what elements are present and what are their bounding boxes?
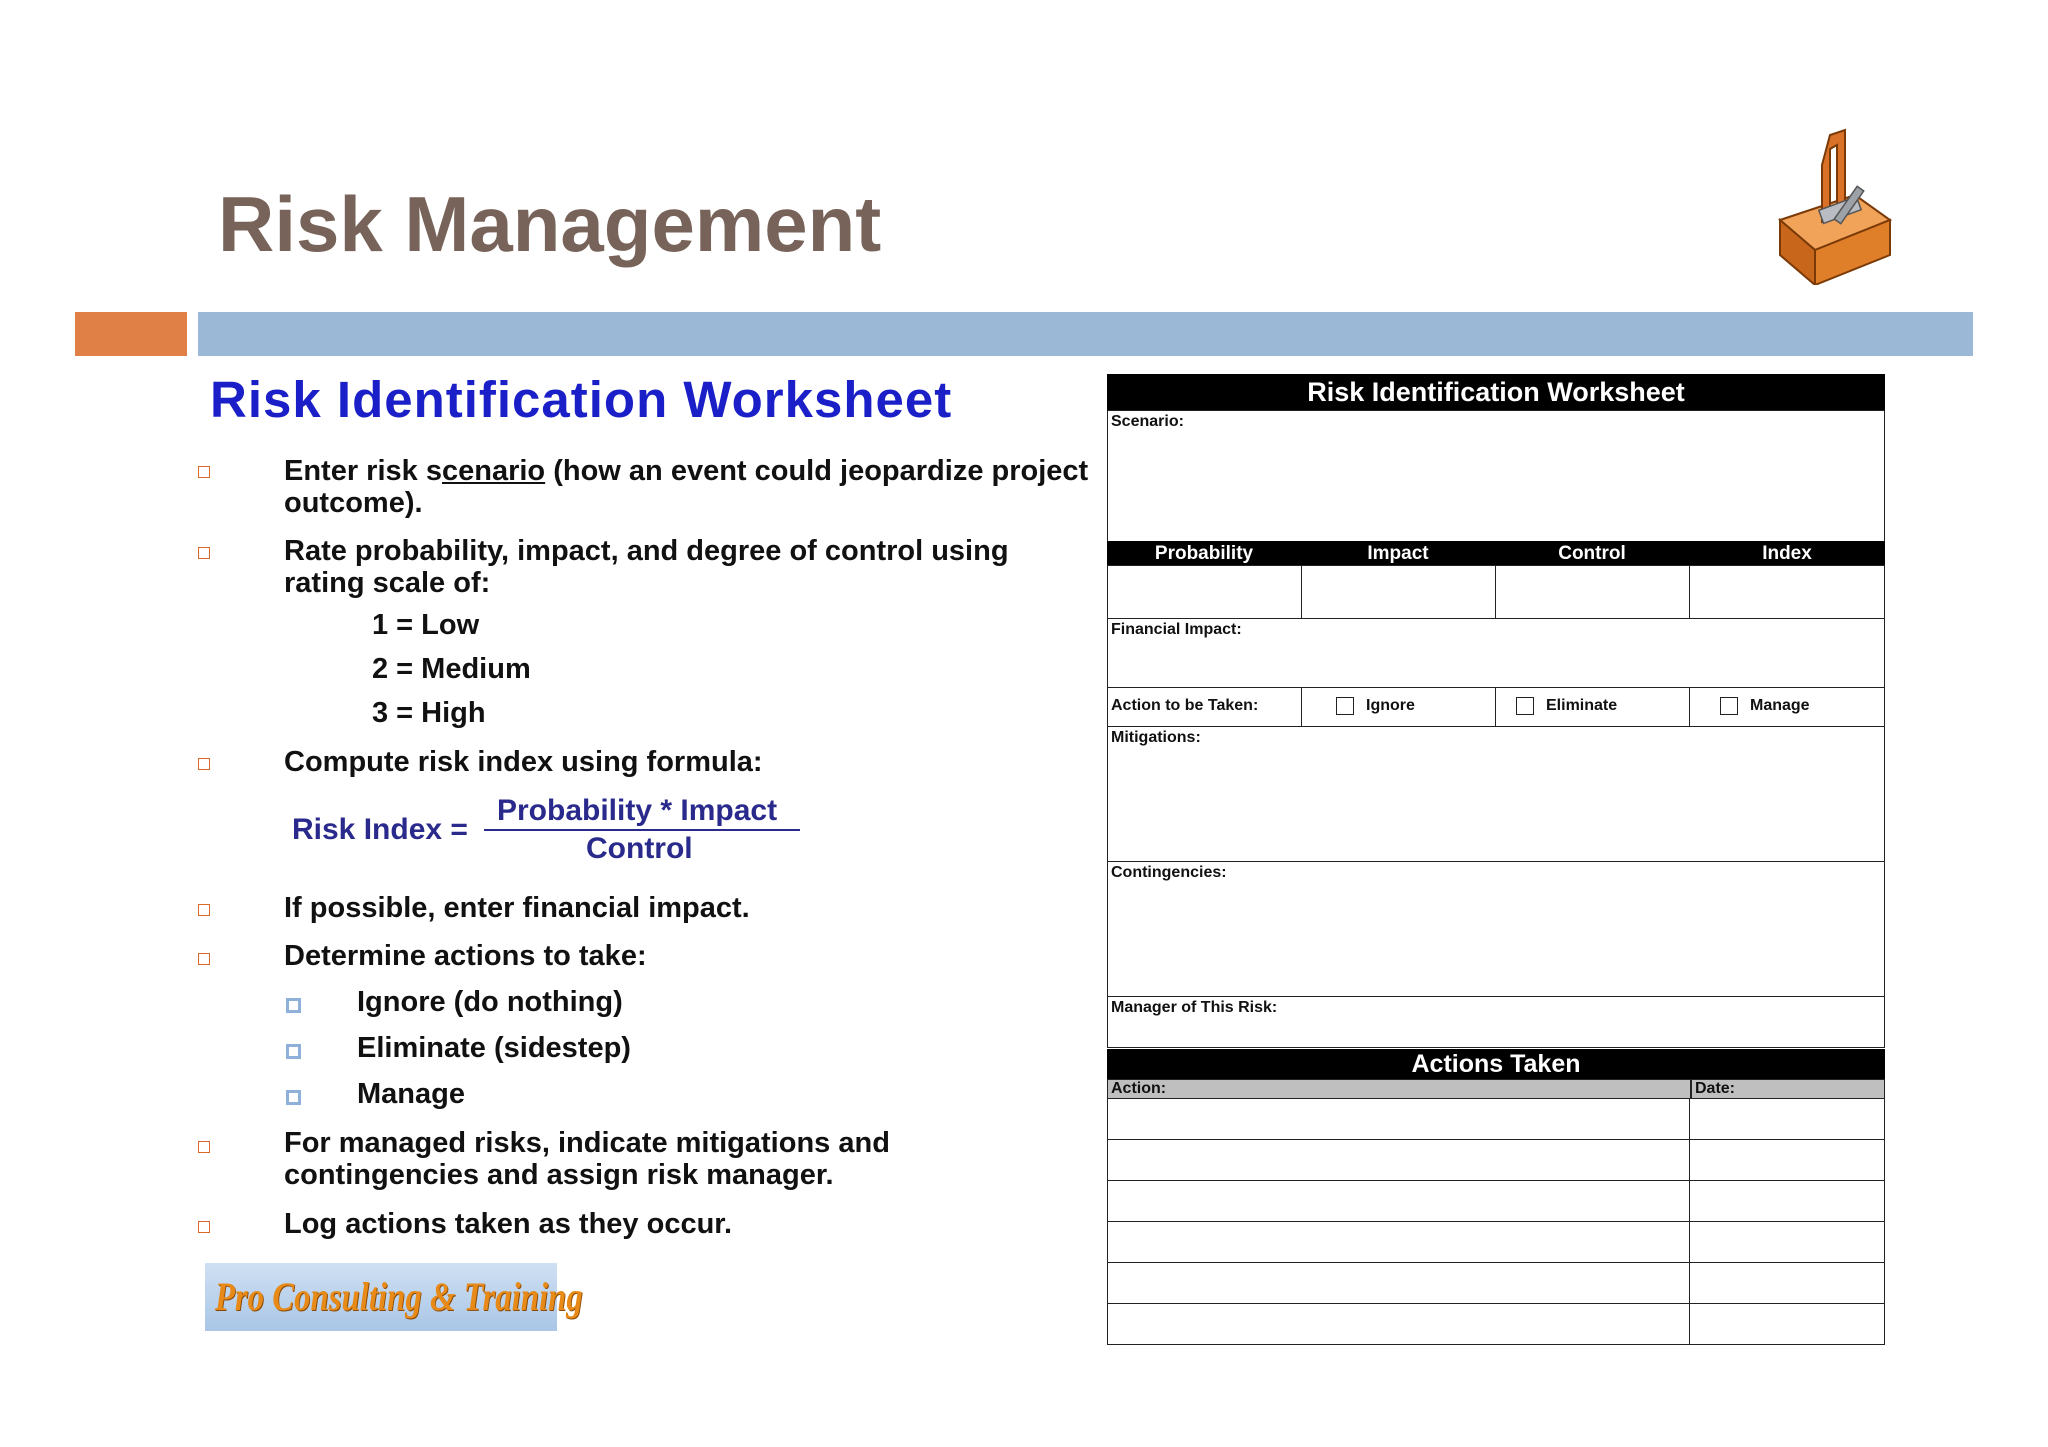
- bullet-icon: [198, 1221, 210, 1233]
- risk-manager-field[interactable]: [1107, 996, 1885, 1048]
- action-entry-cell[interactable]: [1107, 1098, 1690, 1140]
- bullet-text-part: For managed risks, indicate mitigations and: [284, 1127, 890, 1159]
- actions-taken-header: [1107, 1079, 1885, 1099]
- formula-denominator: Control: [586, 832, 693, 865]
- action-entry-cell[interactable]: [1107, 1303, 1690, 1345]
- action-label: Action to be Taken:: [1111, 697, 1259, 714]
- bullet-text-financial: If possible, enter financial impact.: [284, 892, 750, 924]
- scenario-label: Scenario:: [1111, 413, 1184, 430]
- bullet-text-determine: Determine actions to take:: [284, 940, 647, 972]
- column-divider: [1690, 1080, 1692, 1098]
- impact-input[interactable]: [1301, 565, 1496, 619]
- date-entry-cell[interactable]: [1689, 1262, 1885, 1304]
- checkbox-icon[interactable]: [1720, 697, 1738, 715]
- bullet-icon: [198, 547, 210, 559]
- accent-bar-orange: [75, 312, 187, 356]
- bullet-icon: [198, 1141, 210, 1153]
- option-eliminate[interactable]: [1495, 687, 1690, 727]
- scenario-link[interactable]: cenario: [441, 455, 546, 487]
- bullet-text-part: Enter risk s: [284, 455, 442, 487]
- bullet-icon: [198, 953, 210, 965]
- bullet-text-part: rating scale of:: [284, 567, 491, 599]
- action-entry-cell[interactable]: [1107, 1262, 1690, 1304]
- control-input[interactable]: [1495, 565, 1690, 619]
- checkbox-icon[interactable]: [1516, 697, 1534, 715]
- sub-bullet-icon: [286, 1044, 301, 1059]
- date-column-header: Date:: [1695, 1080, 1736, 1097]
- date-entry-cell[interactable]: [1689, 1221, 1885, 1263]
- action-label-cell: [1107, 687, 1302, 727]
- bullet-text-compute: Compute risk index using formula:: [284, 746, 763, 778]
- action-column-header: Action:: [1111, 1080, 1167, 1097]
- bullet-text-log: Log actions taken as they occur.: [284, 1208, 733, 1240]
- bullet-text-part: outcome).: [284, 487, 423, 519]
- col-impact: Impact: [1367, 543, 1429, 564]
- option-ignore[interactable]: [1301, 687, 1496, 727]
- bullet-icon: [198, 758, 210, 770]
- col-control: Control: [1558, 543, 1626, 564]
- bullet-text-part: Rate probability, impact, and degree of control using: [284, 535, 1009, 567]
- col-index: Index: [1762, 543, 1812, 564]
- date-entry-cell[interactable]: [1689, 1303, 1885, 1345]
- probability-input[interactable]: [1107, 565, 1302, 619]
- bullet-text-part: contingencies and assign risk manager.: [284, 1159, 834, 1191]
- worksheet-title: Risk Identification Worksheet: [1107, 374, 1885, 410]
- index-input[interactable]: [1689, 565, 1885, 619]
- date-entry-cell[interactable]: [1689, 1180, 1885, 1222]
- checkbox-icon[interactable]: [1336, 697, 1354, 715]
- sub-bullet-icon: [286, 998, 301, 1013]
- bullet-icon: [198, 466, 210, 478]
- risk-manager-label: Manager of This Risk:: [1111, 999, 1278, 1016]
- bullet-text-scenario: [284, 455, 1088, 519]
- contingencies-label: Contingencies:: [1111, 864, 1227, 881]
- mitigations-label: Mitigations:: [1111, 729, 1201, 746]
- mitigations-field[interactable]: [1107, 726, 1885, 862]
- actions-taken-title: Actions Taken: [1107, 1049, 1885, 1079]
- rating-header-row: [1107, 541, 1885, 566]
- action-eliminate: Eliminate (sidestep): [357, 1032, 631, 1064]
- financial-impact-label: Financial Impact:: [1111, 621, 1242, 638]
- slide-title: Risk Management: [218, 180, 882, 268]
- col-probability: Probability: [1154, 543, 1254, 564]
- action-ignore: Ignore (do nothing): [357, 986, 623, 1018]
- action-entry-cell[interactable]: [1107, 1180, 1690, 1222]
- bullet-text-rate: [284, 535, 1009, 599]
- accent-bar-blue: [198, 312, 1973, 356]
- action-manage: Manage: [357, 1078, 465, 1110]
- scale-high: 3 = High: [372, 697, 486, 729]
- action-entry-cell[interactable]: [1107, 1221, 1690, 1263]
- formula-numerator: Probability * Impact: [497, 794, 778, 827]
- contingencies-field[interactable]: [1107, 861, 1885, 997]
- bullet-text-part: (how an event could jeopardize project: [545, 455, 1089, 487]
- option-manage-label: Manage: [1750, 697, 1810, 714]
- logo-text: Pro Consulting & Training: [214, 1274, 583, 1319]
- option-ignore-label: Ignore: [1366, 697, 1415, 714]
- bullet-icon: [198, 904, 210, 916]
- sub-bullet-icon: [286, 1090, 301, 1105]
- financial-impact-field[interactable]: [1107, 618, 1885, 688]
- company-logo: [205, 1263, 583, 1331]
- bullet-text-managed: [284, 1127, 890, 1191]
- date-entry-cell[interactable]: [1689, 1098, 1885, 1140]
- option-eliminate-label: Eliminate: [1546, 697, 1618, 714]
- action-entry-cell[interactable]: [1107, 1139, 1690, 1181]
- toolbox-icon: [1760, 125, 1900, 285]
- formula-lhs: Risk Index =: [292, 813, 468, 846]
- slide-subtitle: Risk Identification Worksheet: [210, 371, 953, 428]
- scenario-field[interactable]: [1107, 410, 1885, 542]
- scale-low: 1 = Low: [372, 609, 480, 641]
- fraction-line: [484, 829, 800, 831]
- scale-medium: 2 = Medium: [372, 653, 531, 685]
- option-manage[interactable]: [1689, 687, 1885, 727]
- date-entry-cell[interactable]: [1689, 1139, 1885, 1181]
